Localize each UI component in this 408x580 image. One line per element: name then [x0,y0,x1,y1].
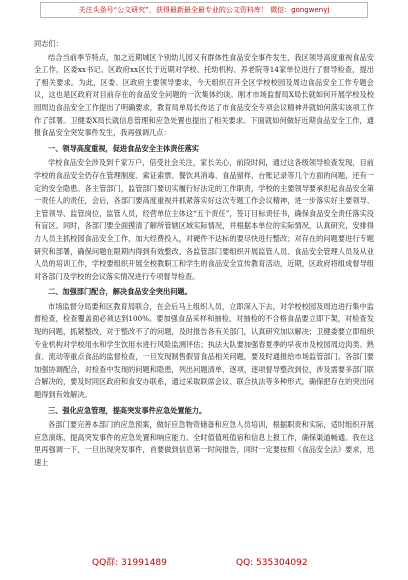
intro-paragraph: 结合当前季节特点，加之近期城区个别幼儿园又有群体性食品安全事件发生，我区领导高度重视食品安全工作，区委xx书记、区政府xx区长于近期对学校、托幼机构、养老院等14家单位进行了督导检查，提出了相关要求。为此，区委、区政府主要领导要求，今天组织召开全区学校校园及周边食品安全工作专题会议，这也是区政府对目前存在的食品安全问题的一次集体约谈。刚才市场监督局X局长就如何开展学校及校园周边食品安全工作提出了明确要求，教育局单局长传达了市食品安全专项会议精神并就如何落实该项工作作了部署。卫健委X局长就信息管理和应急处置也提出了相关要求。下面就如何做好近期食品安全工作，通报食品安全突发事件发生，我再强调几点： [34,52,374,138]
section-heading: 二、加强部门配合，解决食品安全突出问题。 [48,287,192,297]
footer-qq-group: QQ群: 31991489 [92,558,167,568]
section-paragraph: 学校食品安全涉及到千家万户，倍受社会关注，家长关心，前段时间，通过这各级领导检查发现，目前学校的食品安全仍存在管理制度、索证索票、餐饮具消毒、食品留样、台账记录等几个方面的问题，还有一定的安全隐患。各主管部门，监管部门要切实履行好法定的工作职责，学校的主要领导要承担起食品安全第一责任人的责任，会后，各部门要高度重视并抓紧落实好这次专题工作会议精神，进一步落实好主要领导、主管领导、监管岗位，监管人员，经营单位主体这“五个责任”，签订目标责任书，确保食品安全责任落实没有盲区。同时，各部门要全面摸清了解所管辖区域实际情况，并根据本单位的实际情况，认真研究，安排得力人员主抓校园食品安全工作，加大经费投入，对硬件不达标的要尽快进行整改；对存在的问题要进行专题研究和部署，确保问题在限期内得到有效整改。各监管部门要组织开展监管人员、食品安全管理人员及从业人员的培训工作，学校要组织开展全校教职工和学生的食品安全宣传教育活动，近期，区政府将组成督导组对各部门及学校的会议落实情况进行专项督导检查。 [34,158,374,281]
promo-banner [40,2,368,18]
document-body [34,38,374,472]
section-paragraph: 市场监督分局要和区教育局联合，在会后马上组织人员，立即深入下去，对学校校园及周边进行集中监督检查，检查覆盖面必须达到100%。要加强食品采样和抽检，对抽检的不合格食品要立即下架，对检查发现的问题，抓紧整改，对于整改不了的问题，及时报告各有关部门，认真研究加以解决；卫健委要立即组织专业机构对学校用水和学生饮用水进行风险监测评估；执法大队要加强春夏季的早夜市及校园周边肉类、熟食、流动等重点食品的监督检查，一旦发现制售假冒食品相关问题，要及时通报给市场监管部门。各部门要加强协调配合，对检查中发现的问题和隐患，列出问题清单，逐项、逐项督导整改到位，涉及需要多部门联合解决的，要及时同区政府和食安办联系，通过采取联席会议、联合执法等多种形式，确保把存在的突出问题得到有效解决。 [34,301,374,400]
section-3 [34,405,374,470]
greeting: 同志们： [34,39,63,48]
contact-footer [40,556,368,570]
footer-qq: QQ: 535304092 [236,558,308,568]
promo-banner-text: 关注头条号“公文研究”，获得最新最全最专业的公文资料库！ 微信：gongwenyj [78,6,330,14]
section-2 [34,286,374,401]
section-paragraph: 各部门要完善本部门的应急预案，做好应急物资储备和应急人员培训，根据职责和实际，适时组织开展应急演练，提高突发事件的应急处置和响应能力。全时值值班值宿和信息上报工作，确保渠道畅通。我在这里再强调一下，一旦出现突发事件，首要做到信息第一时间报告，同时一定要按照《食品安全法》要求，迅速上 [34,420,374,467]
section-heading: 三、强化应急管理，提高突发事件应急处置能力。 [48,405,207,415]
section-1 [34,143,374,284]
section-heading: 一、领导高度重视，促进食品安全主体责任落实 [48,143,199,153]
